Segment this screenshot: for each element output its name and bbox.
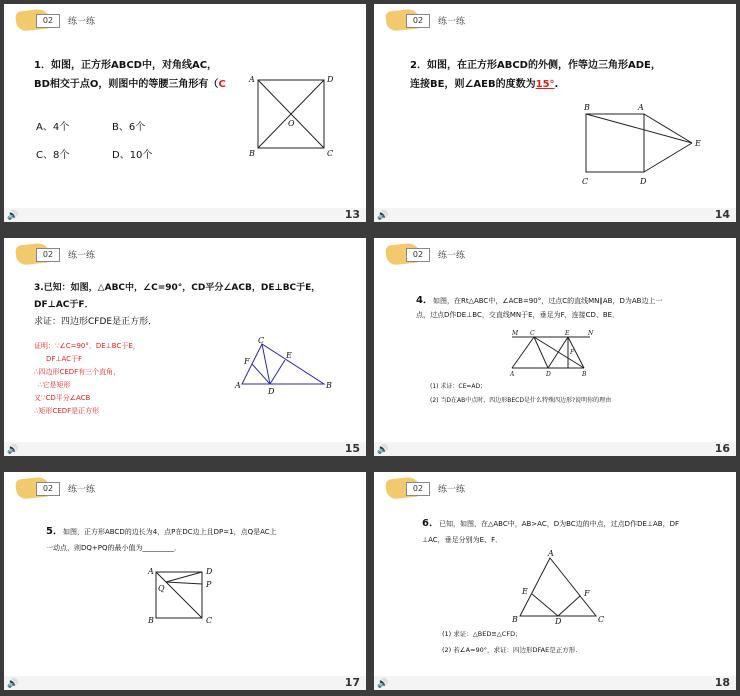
label-a: A (148, 567, 154, 576)
slide-header (16, 10, 166, 32)
label-a: A (510, 371, 515, 378)
audio-icon[interactable]: 🔊 (377, 679, 389, 689)
header-number: 02 (36, 14, 60, 28)
right-triangle-diagram (232, 338, 342, 398)
subquestion-2: (2) 当D在AB中点时，四边形BECD是什么特殊四边形?说明你的理由 (430, 397, 612, 404)
slide-header (386, 10, 536, 32)
question-text (34, 56, 226, 94)
question-line-2: BD相交于点O，则图中的等腰三角形有（ (34, 79, 219, 90)
question-line-1: 3.已知：如图，△ABC中，∠C=90°，CD平分∠ACB，DE⊥BC于E， (34, 283, 321, 293)
slide-18[interactable] (374, 472, 736, 690)
page-number: 16 (714, 442, 730, 455)
header-title: 练一练 (68, 17, 96, 27)
subquestion-1: (1) 求证：CE=AD； (430, 383, 487, 390)
label-d: D (546, 371, 551, 378)
question-line-1: 1．如图，正方形ABCD中，对角线AC， (34, 60, 218, 71)
label-d: D (327, 75, 334, 84)
slide-15[interactable] (4, 238, 366, 456)
header-title: 练一练 (438, 251, 466, 261)
header-number: 02 (406, 248, 430, 262)
label-q: Q (158, 584, 165, 593)
proof-line: ∴它是矩形 (38, 381, 71, 389)
square-diagonal-diagram (144, 566, 224, 626)
question-line-3: 求证：四边形CFDE是正方形． (34, 317, 158, 327)
slide-header (16, 244, 166, 266)
label-e: E (286, 351, 292, 360)
header-title: 练一练 (438, 17, 466, 27)
label-b: B (584, 103, 590, 112)
label-d: D (640, 177, 647, 186)
slide-13[interactable] (4, 4, 366, 222)
proof-line: 证明：∵∠C=90°，DE⊥BC于E， (34, 342, 140, 350)
option-d: D、10个 (112, 150, 153, 161)
answer-text: C (218, 79, 226, 90)
triangle-midpoint-diagram (510, 549, 620, 626)
subquestion-2: (2) 若∠A=90°，求证：四边形DFAE是正方形. (442, 646, 578, 654)
page-number: 18 (714, 676, 730, 689)
label-c: C (258, 336, 265, 345)
page-number: 13 (344, 208, 360, 221)
slide-17[interactable] (4, 472, 366, 690)
label-f: F (244, 357, 250, 366)
option-a: A、4个 (36, 122, 70, 133)
label-p: P (206, 580, 212, 589)
label-f: F (584, 589, 590, 598)
label-n: N (588, 330, 594, 337)
slide-14[interactable] (374, 4, 736, 222)
slide-footer (4, 676, 366, 690)
header-number: 02 (406, 14, 430, 28)
square-diagram (244, 72, 344, 162)
audio-icon[interactable]: 🔊 (7, 679, 19, 689)
label-b: B (249, 149, 255, 158)
question-line-1: 已知，如图，在△ABC中，AB>AC，D为BC边的中点，过点D作DE⊥AB，DF (438, 520, 679, 528)
page-number: 17 (344, 676, 360, 689)
audio-icon[interactable]: 🔊 (377, 445, 389, 455)
question-line-2: ⊥AC，垂足分别为E、F． (422, 536, 503, 544)
label-c: C (530, 330, 535, 337)
page-number: 15 (344, 442, 360, 455)
slide-footer (374, 208, 736, 222)
question-line-1: 如图，在Rt△ABC中，∠ACB=90°，过点C的直线MN∥AB，D为AB边上一 (432, 297, 663, 305)
question-number: 4． (416, 295, 433, 306)
page-number: 14 (714, 208, 730, 221)
audio-icon[interactable]: 🔊 (7, 445, 19, 455)
audio-icon[interactable]: 🔊 (7, 211, 19, 221)
label-b: B (148, 616, 154, 625)
question-line-2: DF⊥AC于F． (34, 300, 94, 310)
label-o: O (288, 119, 295, 128)
label-m: M (512, 330, 519, 337)
label-d: D (555, 617, 562, 626)
proof-line: ∴四边形CEDF有三个直角， (34, 368, 121, 376)
label-a: A (638, 103, 644, 112)
question-text (46, 524, 346, 556)
proof-text (34, 340, 140, 418)
label-c: C (206, 616, 213, 625)
header-title: 练一练 (68, 251, 96, 261)
slide-16[interactable] (374, 238, 736, 456)
label-e: E (522, 587, 528, 596)
label-f: F (570, 349, 575, 356)
option-b: B、6个 (112, 122, 146, 133)
question-line-2: 一动点，则DQ+PQ的最小值为_________． (46, 544, 181, 552)
label-b: B (326, 381, 332, 390)
question-number: 5． (46, 526, 63, 537)
option-c: C、8个 (36, 150, 70, 161)
label-c: C (582, 177, 589, 186)
subquestion-1: (1) 求证：△BED≌△CFD； (442, 630, 522, 638)
question-period: . (554, 79, 559, 90)
question-text (416, 294, 716, 322)
slide-header (16, 478, 166, 500)
question-line-2: 点，过点D作DE⊥BC，交直线MN于E，垂足为F，连接CD、BE． (416, 311, 620, 319)
slide-footer (374, 442, 736, 456)
question-line-1: 2．如图，在正方形ABCD的外侧，作等边三角形ADE， (410, 60, 661, 71)
slide-footer (4, 208, 366, 222)
header-number: 02 (406, 482, 430, 496)
subquestions (442, 626, 577, 658)
label-a: A (249, 75, 255, 84)
square-triangle-diagram (574, 100, 714, 190)
slide-footer (4, 442, 366, 456)
label-d: D (268, 387, 275, 396)
label-a: A (235, 381, 241, 390)
parallel-lines-diagram (508, 332, 598, 382)
label-c: C (598, 615, 605, 624)
header-number: 02 (36, 248, 60, 262)
proof-line: 又∵CD平分∠ACB (34, 394, 91, 402)
question-line-1: 如图，正方形ABCD的边长为4，点P在DC边上且DP=1，点Q是AC上 (62, 528, 277, 536)
question-text (410, 56, 661, 94)
slide-header (386, 244, 536, 266)
label-b: B (512, 615, 518, 624)
proof-line: ∴矩形CEDF是正方形 (34, 407, 100, 415)
label-a: A (548, 549, 554, 558)
audio-icon[interactable]: 🔊 (377, 211, 389, 221)
question-text (34, 280, 320, 331)
label-d: D (206, 567, 213, 576)
header-number: 02 (36, 482, 60, 496)
label-e: E (565, 330, 570, 337)
question-number: 6． (422, 518, 439, 529)
answer-text: 15° (535, 79, 555, 90)
question-line-2: 连接BE，则∠AEB的度数为 (410, 79, 536, 90)
question-text (422, 516, 722, 548)
subquestions (430, 380, 611, 408)
label-b: B (582, 371, 587, 378)
header-title: 练一练 (438, 485, 466, 495)
proof-line: DF⊥AC于F (46, 355, 83, 363)
slide-footer (374, 676, 736, 690)
header-title: 练一练 (68, 485, 96, 495)
label-c: C (327, 149, 334, 158)
label-e: E (695, 139, 701, 148)
slide-header (386, 478, 536, 500)
